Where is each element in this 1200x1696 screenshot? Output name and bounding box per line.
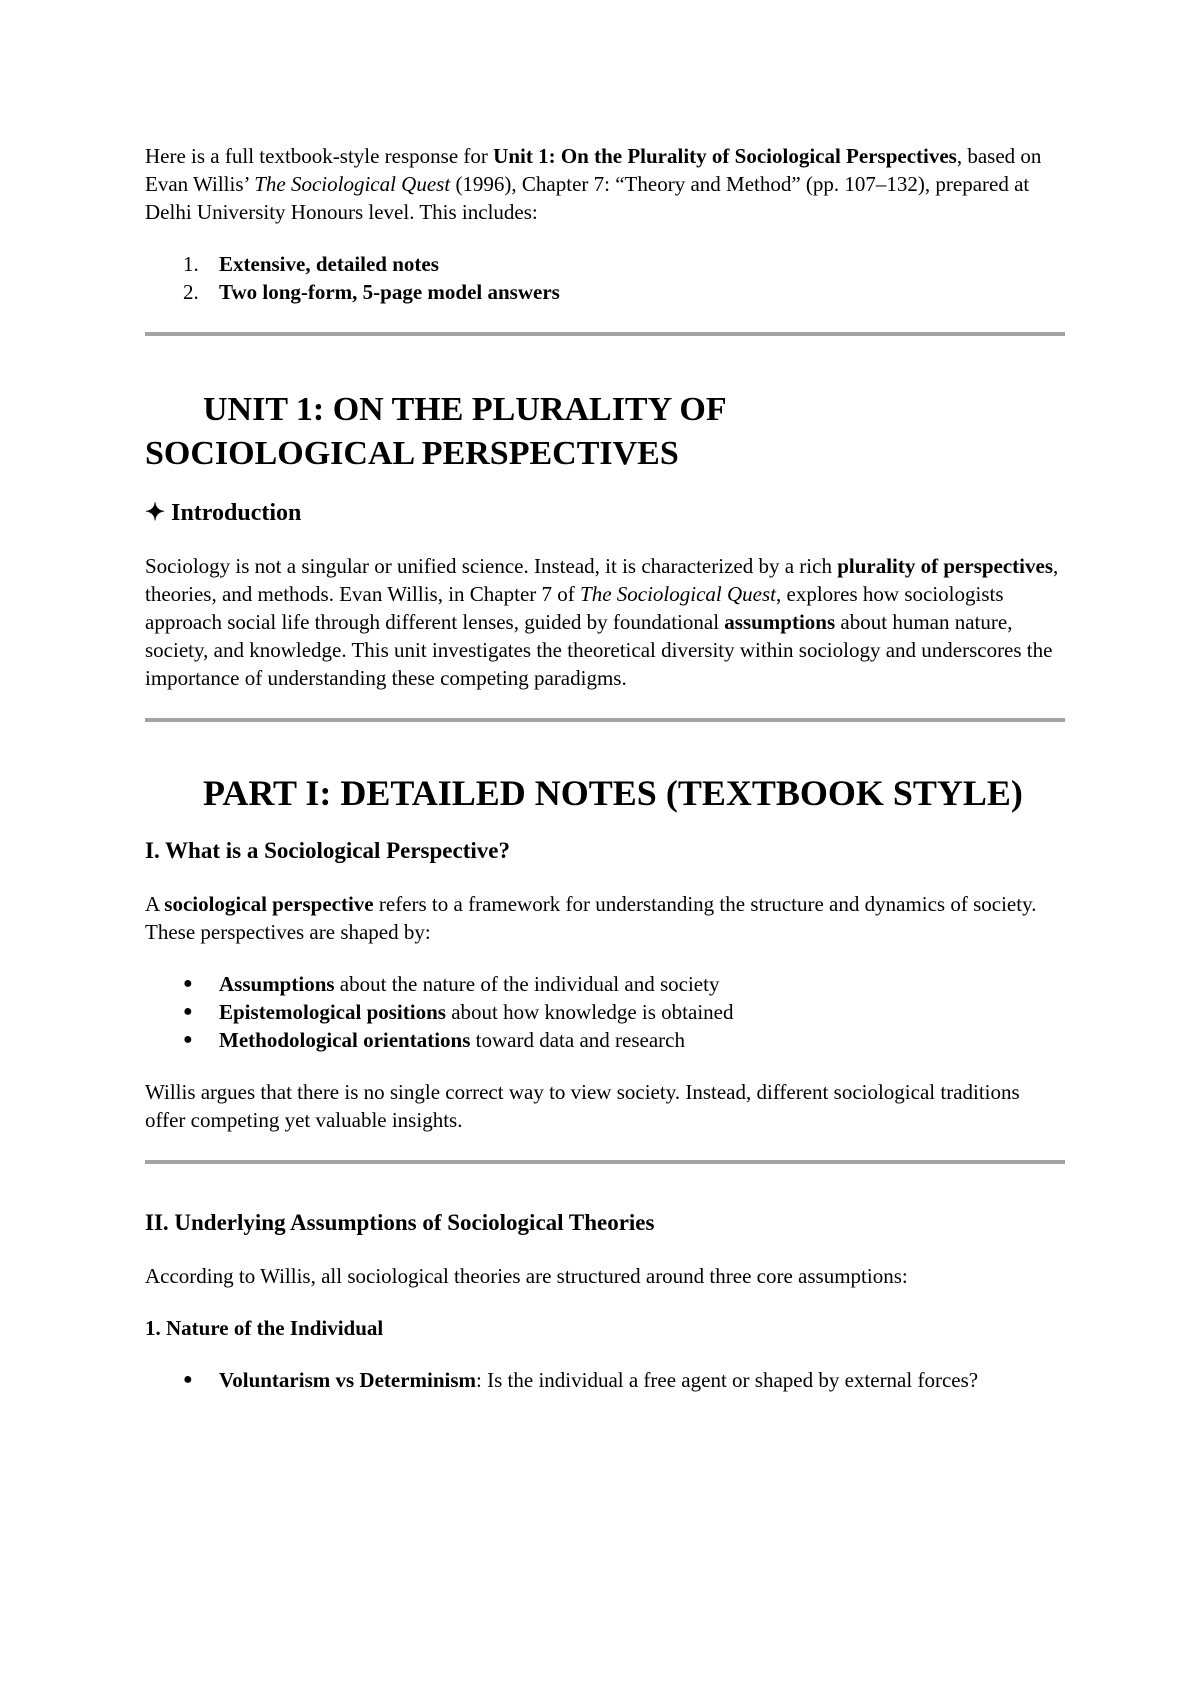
- body-text: , explores how sociologists approach social life through different lenses, guided by foundational: [145, 582, 1004, 634]
- list-number: 1.: [183, 252, 199, 276]
- intro-unit-name: Unit 1: On the Plurality of Sociological Perspectives: [493, 144, 957, 168]
- book-title: The Sociological Quest: [580, 582, 777, 606]
- bullet-list: [145, 970, 1065, 1054]
- bullet-text: : Is the individual a free agent or shaped by external forces?: [476, 1368, 979, 1392]
- emphasis-text: assumptions: [724, 610, 836, 634]
- bullet-icon: ●: [183, 1003, 193, 1020]
- introduction-heading: [145, 498, 1065, 528]
- bullet-term: Assumptions: [219, 972, 335, 996]
- intro-text: (1996), Chapter 7: “Theory and Method” (pp. 107–132), prepared at Delhi University Honours level. This includes:: [145, 172, 1030, 224]
- section-paragraph: [145, 890, 1065, 946]
- list-item: [145, 970, 1065, 998]
- section-paragraph: According to Willis, all sociological theories are structured around three core assumptions:: [145, 1264, 908, 1288]
- intro-paragraph: [145, 142, 1065, 226]
- bullet-text: about how knowledge is obtained: [445, 1000, 734, 1024]
- list-item-text: Two long-form, 5-page model answers: [219, 280, 560, 304]
- bullet-text: toward data and research: [470, 1028, 685, 1052]
- horizontal-rule: [145, 718, 1065, 722]
- bullet-term: Voluntarism vs Determinism: [219, 1368, 477, 1392]
- part-title: PART I: DETAILED NOTES (TEXTBOOK STYLE): [203, 773, 1023, 813]
- section-heading: II. Underlying Assumptions of Sociological Theories: [145, 1210, 655, 1235]
- bullet-list: [145, 1366, 1065, 1394]
- document-page: [145, 142, 1065, 1394]
- body-text: A: [145, 892, 165, 916]
- body-text: Sociology is not a singular or unified science. Instead, it is characterized by a rich: [145, 554, 838, 578]
- body-text: , theories, and methods. Evan Willis, in Chapter 7 of: [145, 554, 1059, 606]
- unit-title: [145, 388, 1065, 476]
- intro-text: Here is a full textbook-style response for: [145, 144, 494, 168]
- list-item: [145, 278, 1065, 306]
- sparkle-icon: ✦: [145, 500, 166, 526]
- emphasis-text: sociological perspective: [164, 892, 374, 916]
- section-heading: I. What is a Sociological Perspective?: [145, 838, 510, 863]
- body-text: refers to a framework for understanding the structure and dynamics of society. These perspectives are shaped by:: [145, 892, 1037, 944]
- intro-book-title: The Sociological Quest: [254, 172, 451, 196]
- unit-title-line: UNIT 1: ON THE PLURALITY OF: [203, 391, 727, 428]
- emphasis-text: plurality of perspectives: [837, 554, 1054, 578]
- body-text: about human nature, society, and knowledge. This unit investigates the theoretical diversity within sociology and underscores the importance of understanding these competing paradigms.: [145, 610, 1053, 690]
- introduction-paragraph: [145, 552, 1065, 692]
- list-item: [145, 250, 1065, 278]
- horizontal-rule: [145, 1160, 1065, 1164]
- bullet-text: about the nature of the individual and society: [334, 972, 720, 996]
- list-item: [145, 998, 1065, 1026]
- bullet-icon: ●: [183, 975, 193, 992]
- bullet-term: Epistemological positions: [219, 1000, 446, 1024]
- unit-title-line: SOCIOLOGICAL PERSPECTIVES: [145, 435, 679, 472]
- list-number: 2.: [183, 280, 199, 304]
- horizontal-rule: [145, 332, 1065, 336]
- introduction-heading-text: Introduction: [171, 500, 302, 526]
- list-item: [145, 1026, 1065, 1054]
- subsection-heading: 1. Nature of the Individual: [145, 1316, 384, 1340]
- intro-text: , based on Evan Willis’: [145, 144, 1042, 196]
- list-item-text: Extensive, detailed notes: [219, 252, 439, 276]
- bullet-icon: ●: [183, 1031, 193, 1048]
- section-paragraph: Willis argues that there is no single correct way to view society. Instead, different sociological traditions offer competing yet valuable insights.: [145, 1080, 1020, 1132]
- bullet-term: Methodological orientations: [219, 1028, 471, 1052]
- bullet-icon: ●: [183, 1371, 193, 1388]
- list-item: [145, 1366, 1065, 1394]
- includes-list: [145, 250, 1065, 306]
